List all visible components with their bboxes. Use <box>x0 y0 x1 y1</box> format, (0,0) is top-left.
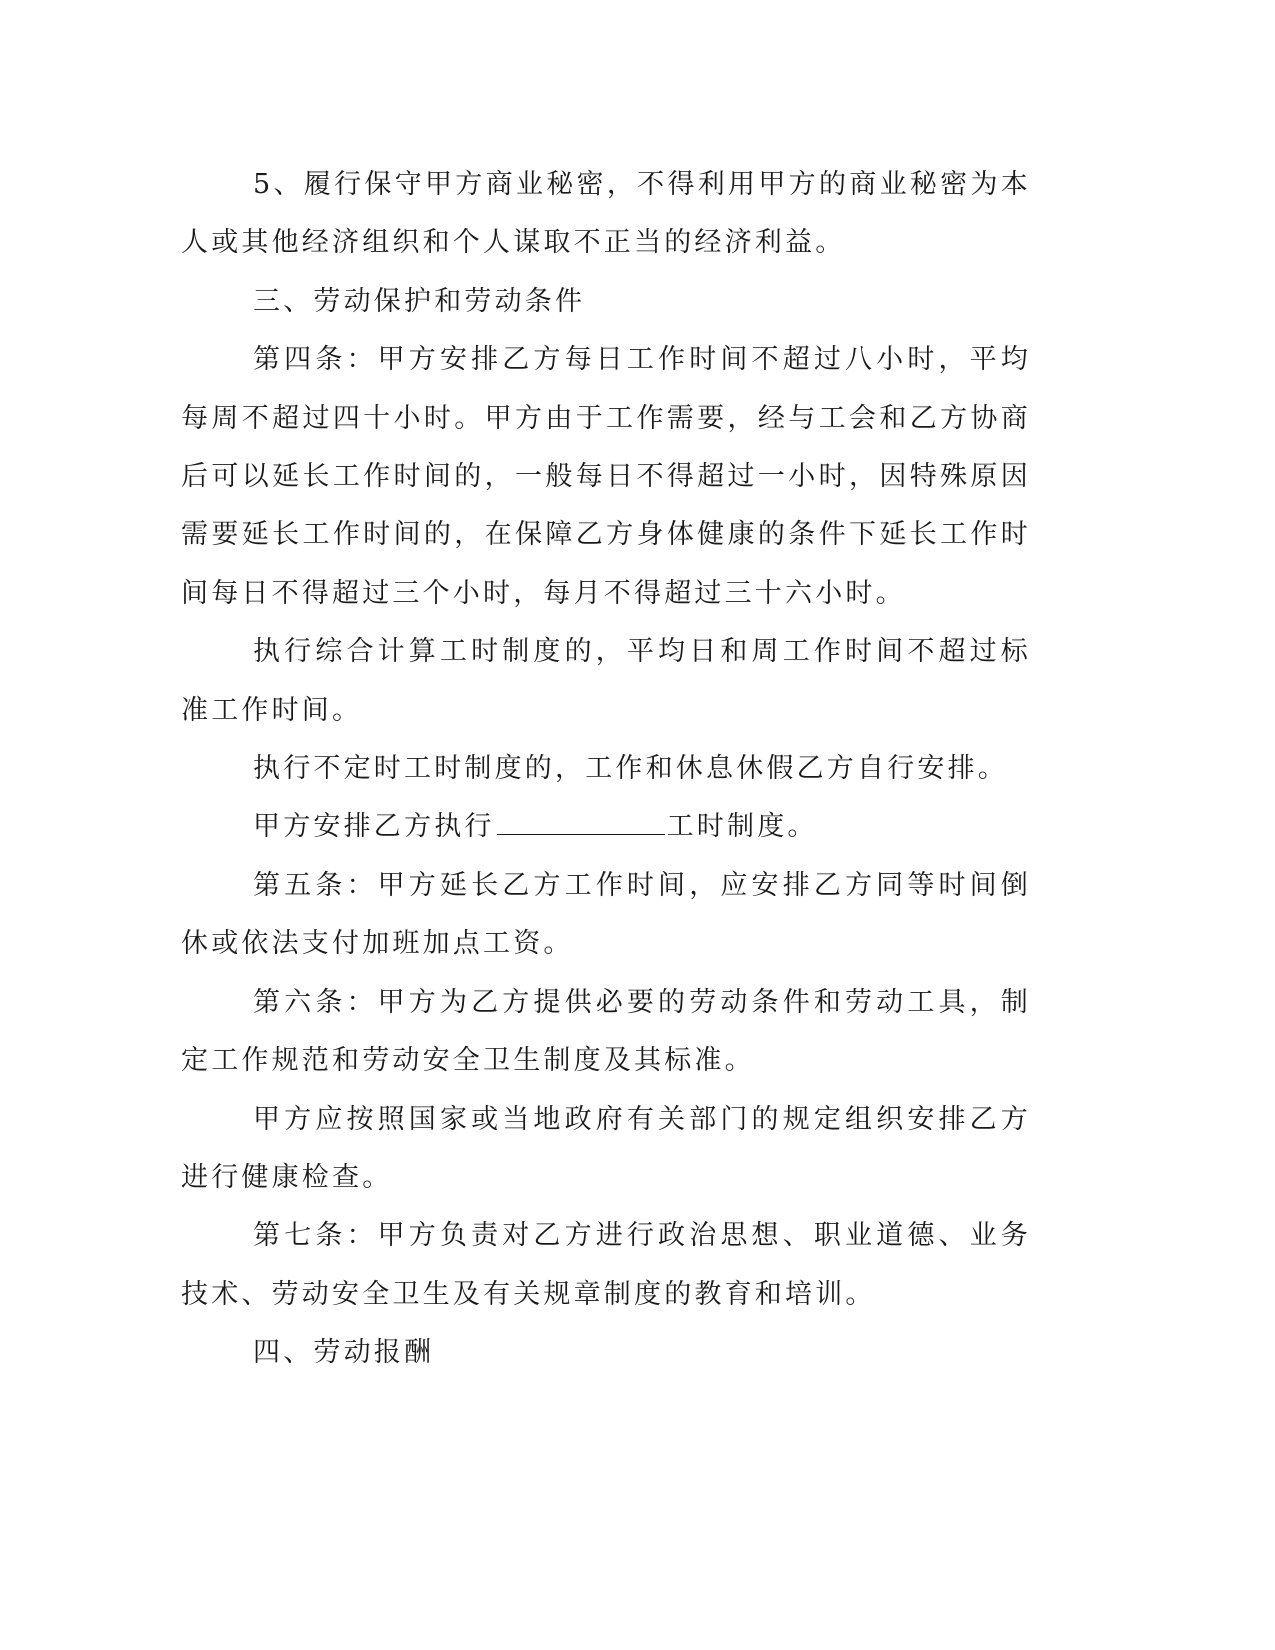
document-body <box>181 156 1031 1383</box>
article-6-paragraph: 第六条：甲方为乙方提供必要的劳动条件和劳动工具，制定工作规范和劳动安全卫生制度及其标准。 <box>181 986 1031 1077</box>
article-4-paragraph: 第四条：甲方安排乙方每日工作时间不超过八小时，平均每周不超过四十小时。甲方由于工作需要，经与工会和乙方协商后可以延长工作时间的，一般每日不得超过一小时，因特殊原因需要延长工作时间的，在保障乙方身体健康的条件下延长工作时间每日不得超过三个小时，每月不得超过三十六小时。 <box>181 344 1031 609</box>
paragraph-item-5: 5、履行保守甲方商业秘密，不得利用甲方的商业秘密为本人或其他经济组织和个人谋取不正当的经济利益。 <box>181 169 1031 259</box>
working-hours-blank-field[interactable] <box>497 804 665 835</box>
section-heading-4: 四、劳动报酬 <box>253 1337 435 1369</box>
working-hours-prefix: 甲方安排乙方执行 <box>253 811 495 843</box>
comprehensive-hours-paragraph: 执行综合计算工时制度的，平均日和周工作时间不超过标准工作时间。 <box>181 636 1031 726</box>
flexible-hours-paragraph: 执行不定时工时制度的，工作和休息休假乙方自行安排。 <box>253 753 1008 785</box>
working-hours-suffix: 工时制度。 <box>666 811 818 843</box>
article-7-paragraph: 第七条：甲方负责对乙方进行政治思想、职业道德、业务技术、劳动安全卫生及有关规章制度的教育和培训。 <box>181 1220 1031 1310</box>
article-5-paragraph: 第五条：甲方延长乙方工作时间，应安排乙方同等时间倒休或依法支付加班加点工资。 <box>181 869 1031 960</box>
health-check-paragraph: 甲方应按照国家或当地政府有关部门的规定组织安排乙方进行健康检查。 <box>181 1103 1031 1193</box>
working-hours-system-paragraph <box>181 798 1031 856</box>
section-heading-3: 三、劳动保护和劳动条件 <box>253 285 586 317</box>
